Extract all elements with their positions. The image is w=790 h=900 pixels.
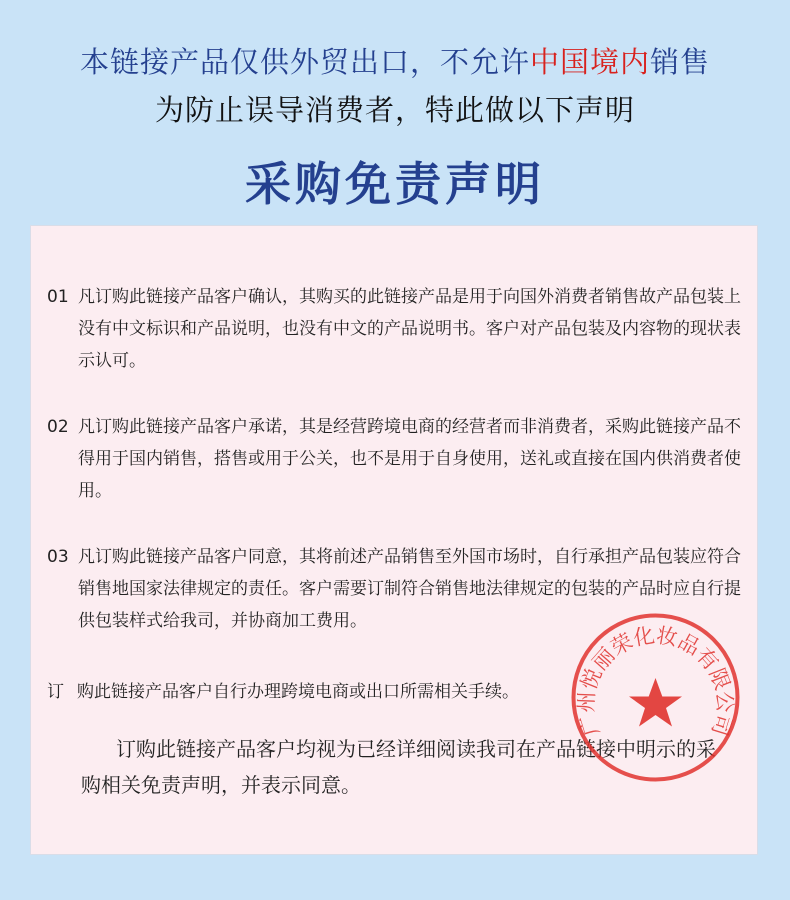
closing-statement [81,731,731,803]
clause-number: 订 [47,682,64,702]
clause-text: 凡订购此链接产品客户承诺，其是经营跨境电商的经营者而非消费者，采购此链接产品不得用于国内销售，搭售或用于公关，也不是用于自身使用，送礼或直接在国内供消费者使用。 [78,417,741,501]
clause-number: 03 [47,547,69,567]
notice-line-1 [0,40,790,81]
clause-text: 凡订购此链接产品客户同意，其将前述产品销售至外国市场时，自行承担产品包装应符合销售地国家法律规定的责任。客户需要订制符合销售地法律规定的包装的产品时应自行提供包装样式给我司，并协商加工费用。 [78,547,741,631]
page-title: 采购免责声明 [245,157,545,211]
notice-line-2: 为防止误导消费者，特此做以下声明 [154,93,635,127]
closing-text: 订购此链接产品客户均视为已经详细阅读我司在产品链接中明示的采购相关免责声明，并表示同意。 [81,737,716,797]
notice-line-1-suffix: 销售 [650,45,711,79]
clause-item [47,541,747,637]
notice-line-1-prefix: 本链接产品仅供外贸出口，不允许 [79,45,530,79]
clause-number: 02 [47,417,69,437]
notice-line-1-highlight: 中国境内 [529,45,650,79]
clause-item [47,676,747,708]
clause-text: 凡订购此链接产品客户确认，其购买的此链接产品是用于向国外消费者销售故产品包装上没有中文标识和产品说明，也没有中文的产品说明书。客户对产品包装及内容物的现状表示认可。 [78,287,741,371]
clause-text: 购此链接产品客户自行办理跨境电商或出口所需相关手续。 [77,682,519,702]
clause-item [47,411,747,507]
disclaimer-panel [30,225,758,855]
clause-item [47,281,747,377]
seal-text: 广州悦丽荣化妆品有限公司 [574,623,737,739]
clause-number: 01 [47,287,69,307]
